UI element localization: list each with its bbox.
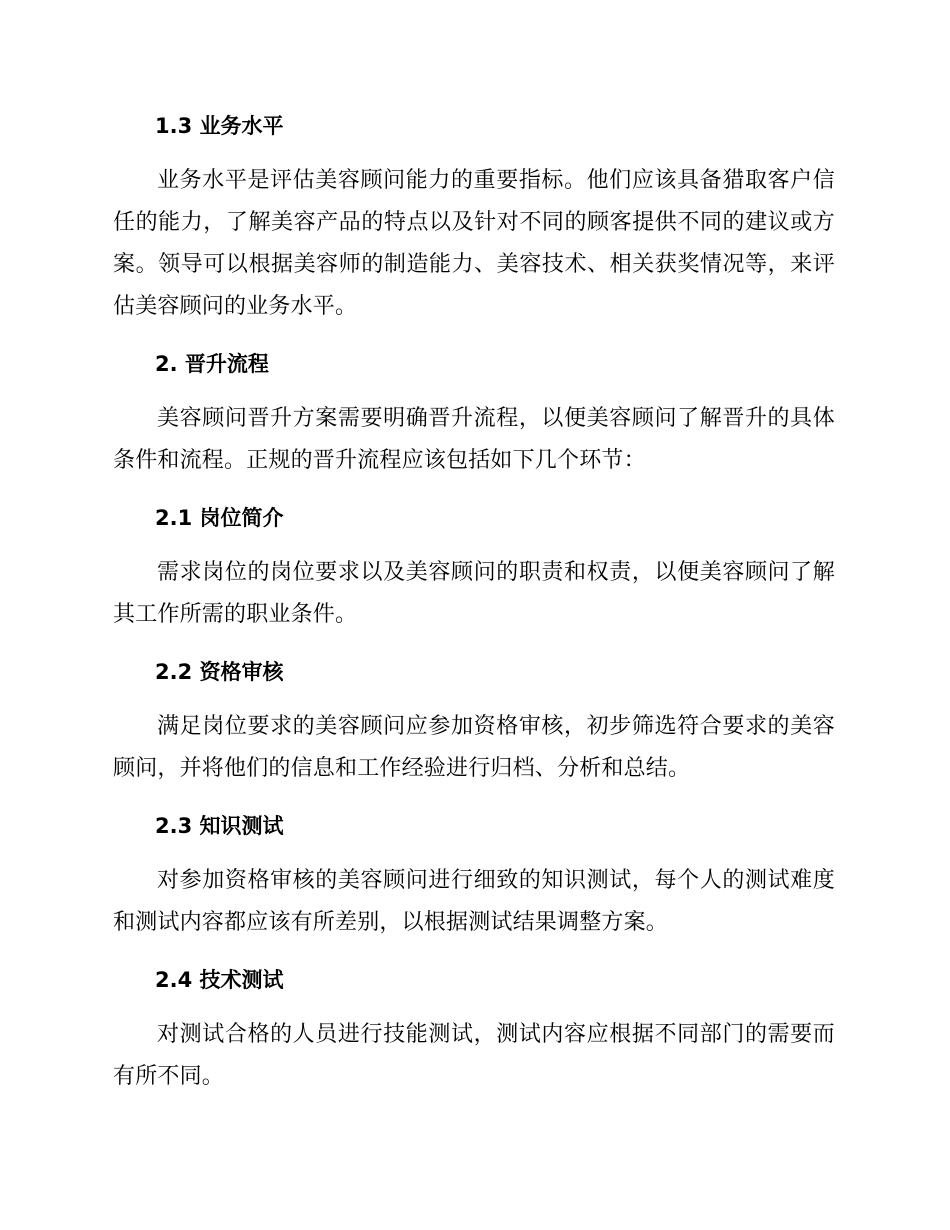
section-heading: 2.3 知识测试 xyxy=(155,814,284,838)
section-2-3 xyxy=(113,800,835,954)
section-paragraph: 业务水平是评估美容顾问能力的重要指标。他们应该具备猎取客户信任的能力，了解美容产品的特点以及针对不同的顾客提供不同的建议或方案。领导可以根据美容师的制造能力、美容技术、相关获奖情况等，来评估美容顾问的业务水平。 xyxy=(113,168,835,319)
section-heading: 2.4 技术测试 xyxy=(155,968,284,992)
section-2 xyxy=(113,338,835,492)
section-2-4 xyxy=(113,954,835,1098)
section-paragraph: 对测试合格的人员进行技能测试，测试内容应根据不同部门的需要而有所不同。 xyxy=(113,1022,835,1089)
section-heading: 2.1 岗位简介 xyxy=(155,506,284,530)
section-heading: 1.3 业务水平 xyxy=(155,114,284,138)
section-paragraph: 需求岗位的岗位要求以及美容顾问的职责和权责，以便美容顾问了解其工作所需的职业条件。 xyxy=(113,560,835,627)
section-paragraph: 美容顾问晋升方案需要明确晋升流程，以便美容顾问了解晋升的具体条件和流程。正规的晋升流程应该包括如下几个环节： xyxy=(113,406,835,473)
section-2-1 xyxy=(113,492,835,646)
section-heading: 2.2 资格审核 xyxy=(155,660,284,684)
document-page xyxy=(113,100,835,1098)
section-1-3 xyxy=(113,100,835,338)
section-2-2 xyxy=(113,646,835,800)
section-paragraph: 满足岗位要求的美容顾问应参加资格审核，初步筛选符合要求的美容顾问，并将他们的信息和工作经验进行归档、分析和总结。 xyxy=(113,714,835,781)
section-heading: 2. 晋升流程 xyxy=(155,352,269,376)
section-paragraph: 对参加资格审核的美容顾问进行细致的知识测试，每个人的测试难度和测试内容都应该有所差别，以根据测试结果调整方案。 xyxy=(113,868,835,935)
